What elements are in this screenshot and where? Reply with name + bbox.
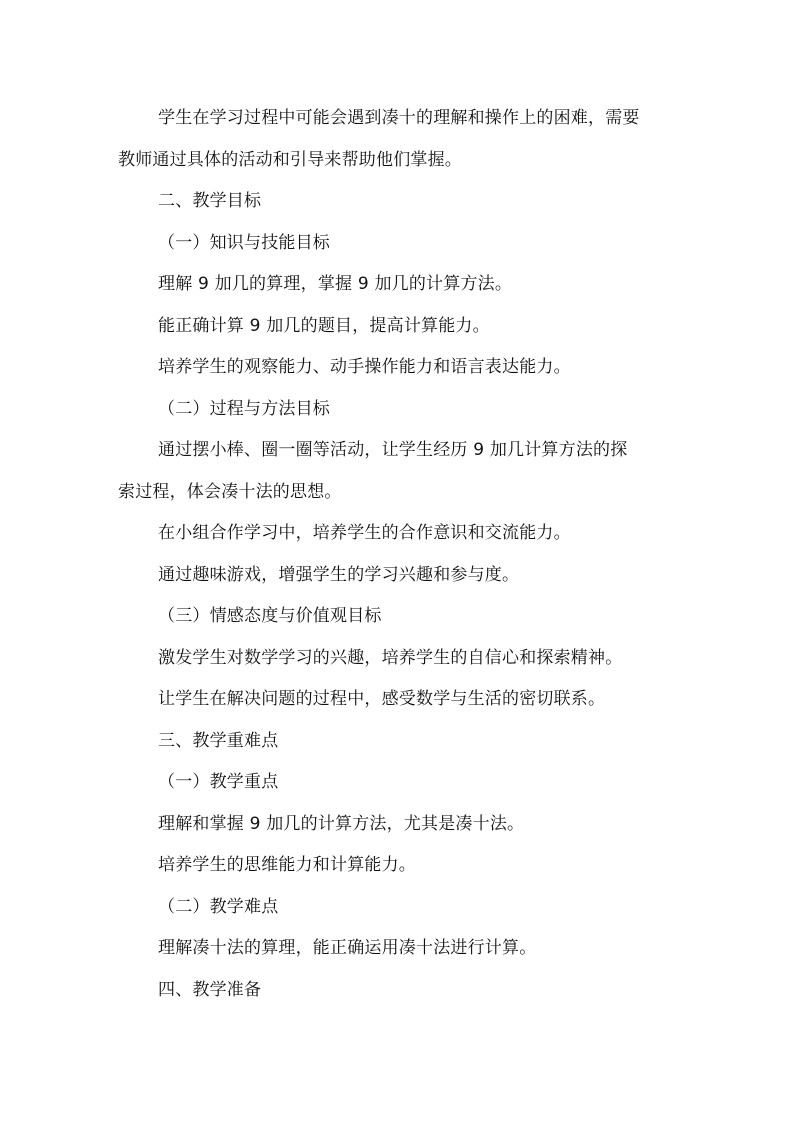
paragraph-line: 通过趣味游戏，增强学生的学习兴趣和参与度。 bbox=[158, 565, 520, 585]
paragraph-line: 索过程，体会凑十法的思想。 bbox=[118, 482, 342, 502]
subsection-heading: （二）教学难点 bbox=[158, 897, 279, 917]
paragraph-line: 在小组合作学习中，培养学生的合作意识和交流能力。 bbox=[158, 523, 571, 543]
paragraph-line: 理解 9 加几的算理，掌握 9 加几的计算方法。 bbox=[158, 274, 513, 294]
section-heading: 三、教学重难点 bbox=[158, 731, 279, 751]
subsection-heading: （二）过程与方法目标 bbox=[158, 399, 330, 419]
paragraph-line: 培养学生的思维能力和计算能力。 bbox=[158, 855, 416, 875]
paragraph-line: 通过摆小棒、圈一圈等活动，让学生经历 9 加几计算方法的探 bbox=[158, 440, 628, 460]
subsection-heading: （三）情感态度与价值观目标 bbox=[158, 606, 382, 626]
paragraph-line: 学生在学习过程中可能会遇到凑十的理解和操作上的困难，需要 bbox=[158, 108, 640, 128]
paragraph-line: 激发学生对数学学习的兴趣，培养学生的自信心和探索精神。 bbox=[158, 648, 623, 668]
subsection-heading: （一）知识与技能目标 bbox=[158, 233, 330, 253]
paragraph-line: 理解和掌握 9 加几的计算方法，尤其是凑十法。 bbox=[158, 814, 525, 834]
paragraph-line: 教师通过具体的活动和引导来帮助他们掌握。 bbox=[118, 150, 462, 170]
section-heading: 二、教学目标 bbox=[158, 191, 262, 211]
paragraph-line: 能正确计算 9 加几的题目，提高计算能力。 bbox=[158, 316, 490, 336]
subsection-heading: （一）教学重点 bbox=[158, 772, 279, 792]
paragraph-line: 让学生在解决问题的过程中，感受数学与生活的密切联系。 bbox=[158, 689, 606, 709]
paragraph-line: 理解凑十法的算理，能正确运用凑十法进行计算。 bbox=[158, 938, 537, 958]
paragraph-line: 培养学生的观察能力、动手操作能力和语言表达能力。 bbox=[158, 357, 571, 377]
section-heading: 四、教学准备 bbox=[158, 980, 262, 1000]
